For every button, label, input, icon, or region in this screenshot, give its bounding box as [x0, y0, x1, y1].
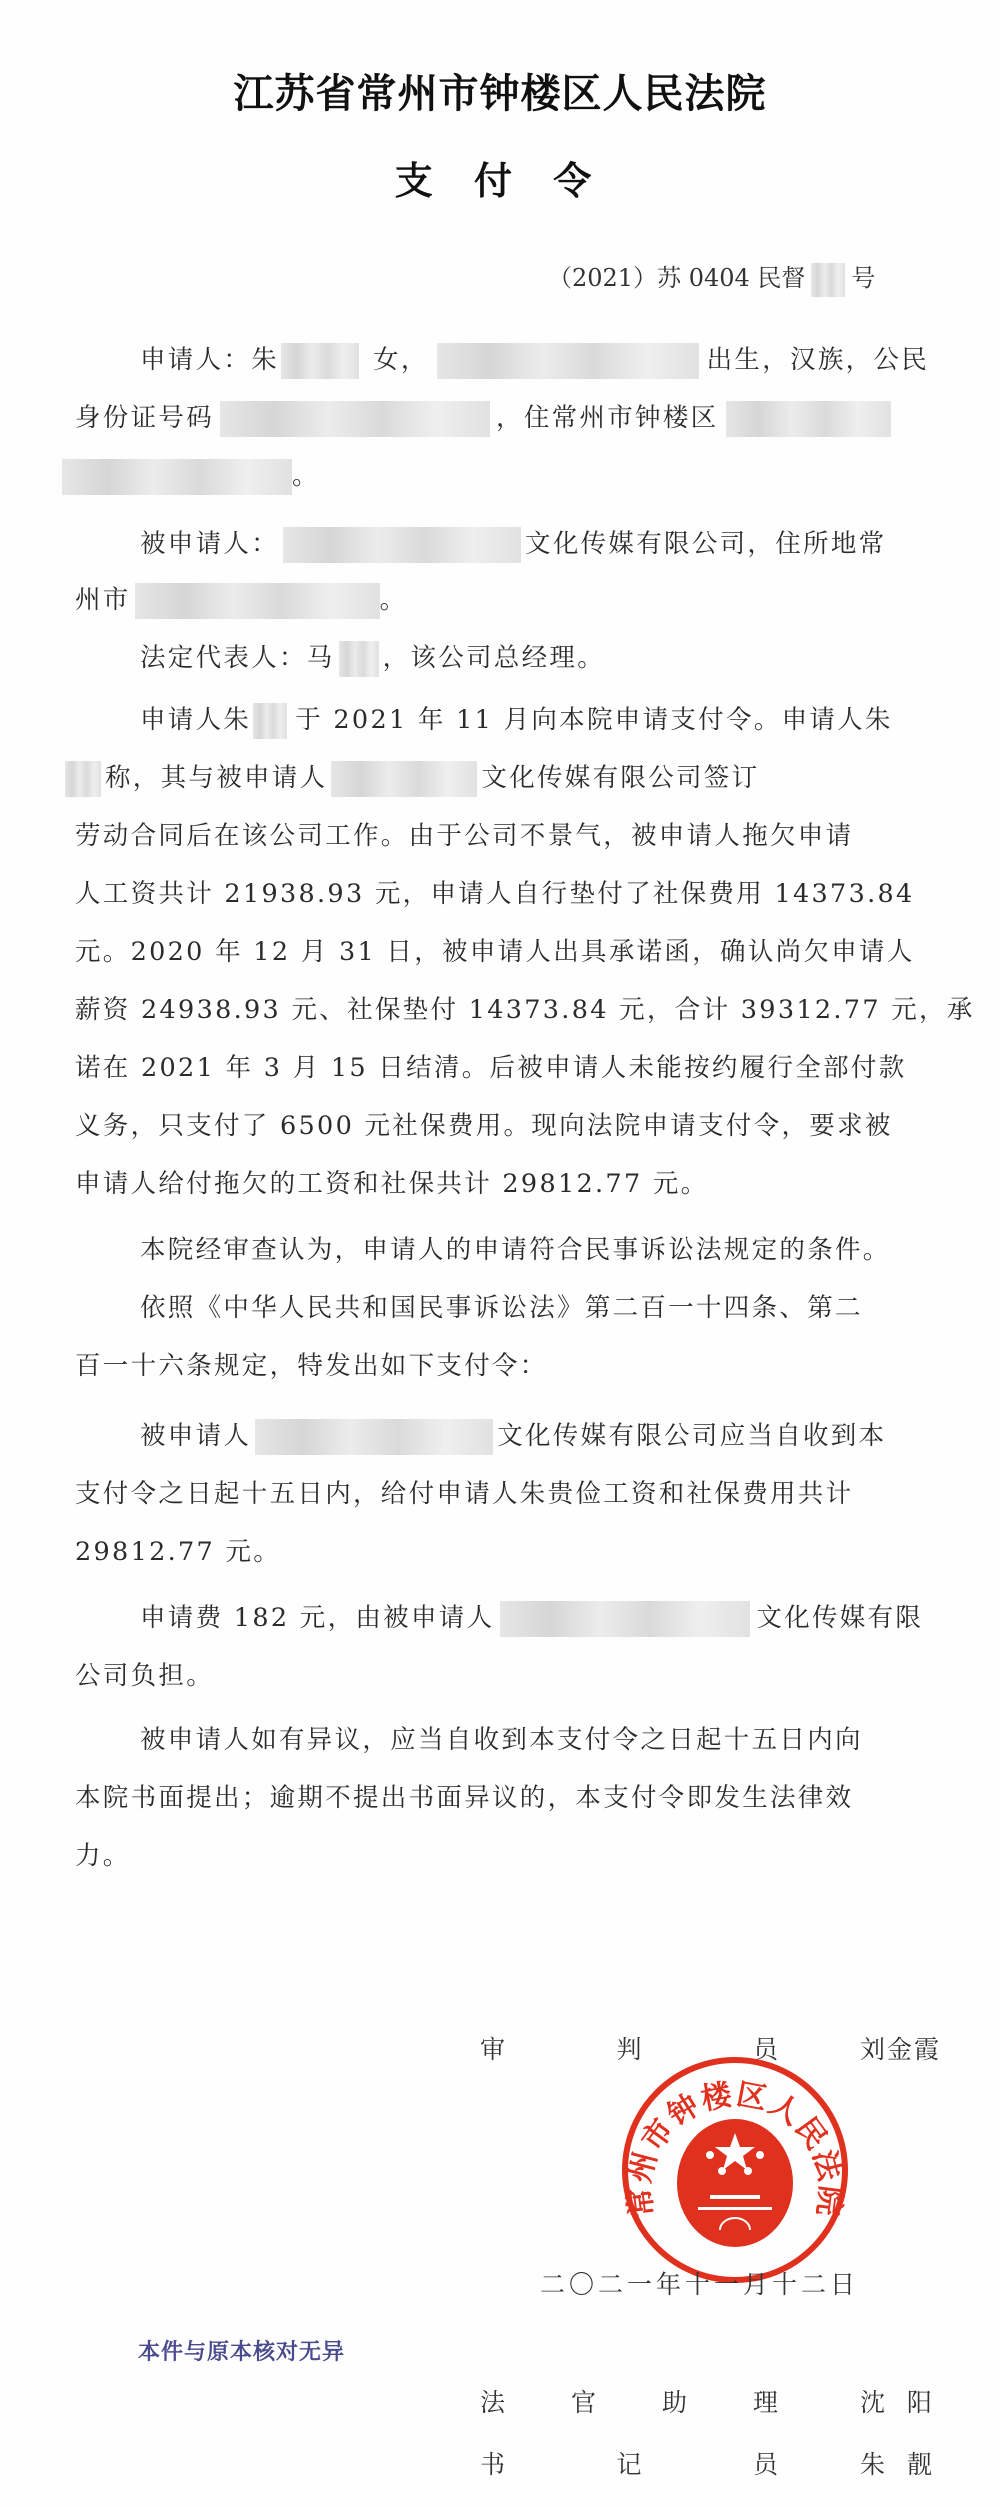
case-number [548, 258, 875, 297]
redacted-company-name [500, 1601, 750, 1637]
issue-date: 二〇二一年十一月十二日 [540, 2270, 860, 2299]
facts-text: 申请人朱 [140, 705, 252, 735]
role-char: 理 [752, 2388, 780, 2417]
role-char: 记 [616, 2450, 644, 2479]
facts-line-2 [65, 760, 915, 796]
case-number-suffix: 号 [851, 264, 876, 292]
review-line-1: 本院经审查认为，申请人的申请符合民事诉讼法规定的条件。 [140, 1235, 891, 1265]
period: 。 [292, 461, 320, 491]
judge-name: 刘金霞 [860, 2035, 942, 2064]
respondent-line-2 [75, 582, 925, 618]
applicant-gender: 女， [373, 345, 429, 375]
assistant-name: 沈 阳 [860, 2388, 934, 2417]
order-line-1 [140, 1418, 925, 1454]
id-number-label: 身份证号码 [75, 403, 215, 433]
svg-text:常州市钟楼区人民法院: 常州市钟楼区人民法院 [621, 2076, 849, 2220]
objection-line-3: 力。 [75, 1841, 131, 1871]
fee-line-1 [140, 1600, 925, 1636]
assistant-signature [480, 2383, 934, 2419]
period: 。 [379, 585, 408, 615]
facts-line-6: 薪资 24938.93 元、社保垫付 14373.84 元，合计 39312.77 元，承 [75, 995, 975, 1025]
review-line-2: 依照《中华人民共和国民事诉讼法》第二百一十四条、第二 [140, 1293, 863, 1323]
legal-representative [140, 640, 925, 676]
court-name: 江苏省常州市钟楼区人民法院 [233, 70, 767, 117]
redacted-applicant-name [65, 761, 101, 797]
fee-line-2: 公司负担。 [75, 1661, 215, 1691]
redacted-address [726, 401, 891, 437]
order-text: 被申请人 [140, 1421, 252, 1451]
redacted-id-number [220, 401, 490, 437]
respondent-label: 被申请人： [140, 529, 280, 559]
objection-line-2: 本院书面提出；逾期不提出书面异议的，本支付令即发生法律效 [75, 1783, 854, 1813]
facts-text: 称，其与被申请人 [105, 763, 328, 793]
facts-line-7: 诺在 2021 年 3 月 15 日结清。后被申请人未能按约履行全部付款 [75, 1053, 907, 1083]
facts-line-8: 义务，只支付了 6500 元社保费用。现向法院申请支付令，要求被 [75, 1111, 893, 1141]
assistant-role [480, 2383, 780, 2419]
objection-line-1: 被申请人如有异议，应当自收到本支付令之日起十五日内向 [140, 1725, 863, 1755]
applicant-address: ，住常州市钟楼区 [496, 403, 719, 433]
facts-line-4: 人工资共计 21938.93 元，申请人自行垫付了社保费用 14373.84 [75, 879, 915, 909]
facts-line-5: 元。2020 年 12 月 31 日，被申请人出具承诺函，确认尚欠申请人 [75, 937, 915, 967]
legal-rep-label: 法定代表人：马 [140, 643, 335, 673]
applicant-label: 申请人：朱 [140, 345, 280, 375]
role-char: 法 [480, 2388, 508, 2417]
fee-text: 文化传媒有限 [756, 1603, 924, 1633]
order-line-3: 29812.77 元。 [75, 1537, 282, 1567]
facts-line-1 [140, 702, 925, 738]
redacted-birthdate [437, 343, 699, 379]
facts-text: 于 2021 年 11 月向本院申请支付令。申请人朱 [295, 705, 893, 735]
role-char: 员 [752, 2035, 780, 2064]
facts-line-9: 申请人给付拖欠的工资和社保共计 29812.77 元。 [75, 1169, 709, 1199]
case-number-prefix: （2021）苏 0404 民督 [548, 264, 806, 292]
legal-rep-title: ，该公司总经理。 [382, 643, 606, 673]
redacted-rep-name [339, 641, 379, 677]
review-line-3: 百一十六条规定，特发出如下支付令： [75, 1351, 548, 1381]
redacted-address-cont [62, 459, 292, 495]
role-char: 员 [752, 2450, 780, 2479]
redacted-company-name [255, 1419, 493, 1455]
redacted-case-number [811, 263, 845, 297]
redacted-company-address [135, 583, 380, 619]
order-text: 文化传媒有限公司应当自收到本 [497, 1421, 887, 1451]
role-char: 官 [570, 2388, 598, 2417]
redacted-company-name [331, 761, 477, 797]
role-char: 审 [480, 2035, 508, 2064]
applicant-ethnicity: 出生，汉族，公民 [706, 345, 930, 375]
applicant-line-1 [140, 342, 930, 378]
respondent-address-label: 州市 [75, 585, 131, 615]
court-seal-icon [620, 2055, 850, 2285]
applicant-line-3 [62, 458, 912, 494]
document-type-title: 支 付 令 [394, 158, 606, 203]
redacted-company-name [283, 527, 521, 563]
respondent-line-1 [140, 526, 925, 562]
redacted-applicant-name [281, 343, 359, 379]
order-line-2: 支付令之日起十五日内，给付申请人朱贵俭工资和社保费用共计 [75, 1479, 854, 1509]
redacted-applicant-name [253, 703, 287, 739]
clerk-name: 朱 靓 [860, 2450, 934, 2479]
respondent-company: 文化传媒有限公司，住所地常 [525, 529, 887, 559]
clerk-role [480, 2445, 780, 2481]
facts-text: 文化传媒有限公司签订 [481, 763, 760, 793]
role-char: 助 [661, 2388, 689, 2417]
fee-text: 申请费 182 元，由被申请人 [140, 1603, 495, 1633]
clerk-signature [480, 2445, 934, 2481]
role-char: 判 [616, 2035, 644, 2064]
applicant-line-2 [75, 400, 925, 436]
facts-line-3: 劳动合同后在该公司工作。由于公司不景气，被申请人拖欠申请 [75, 821, 854, 851]
role-char: 书 [480, 2450, 508, 2479]
certification-stamp: 本件与原本核对无异 [138, 2340, 346, 2365]
